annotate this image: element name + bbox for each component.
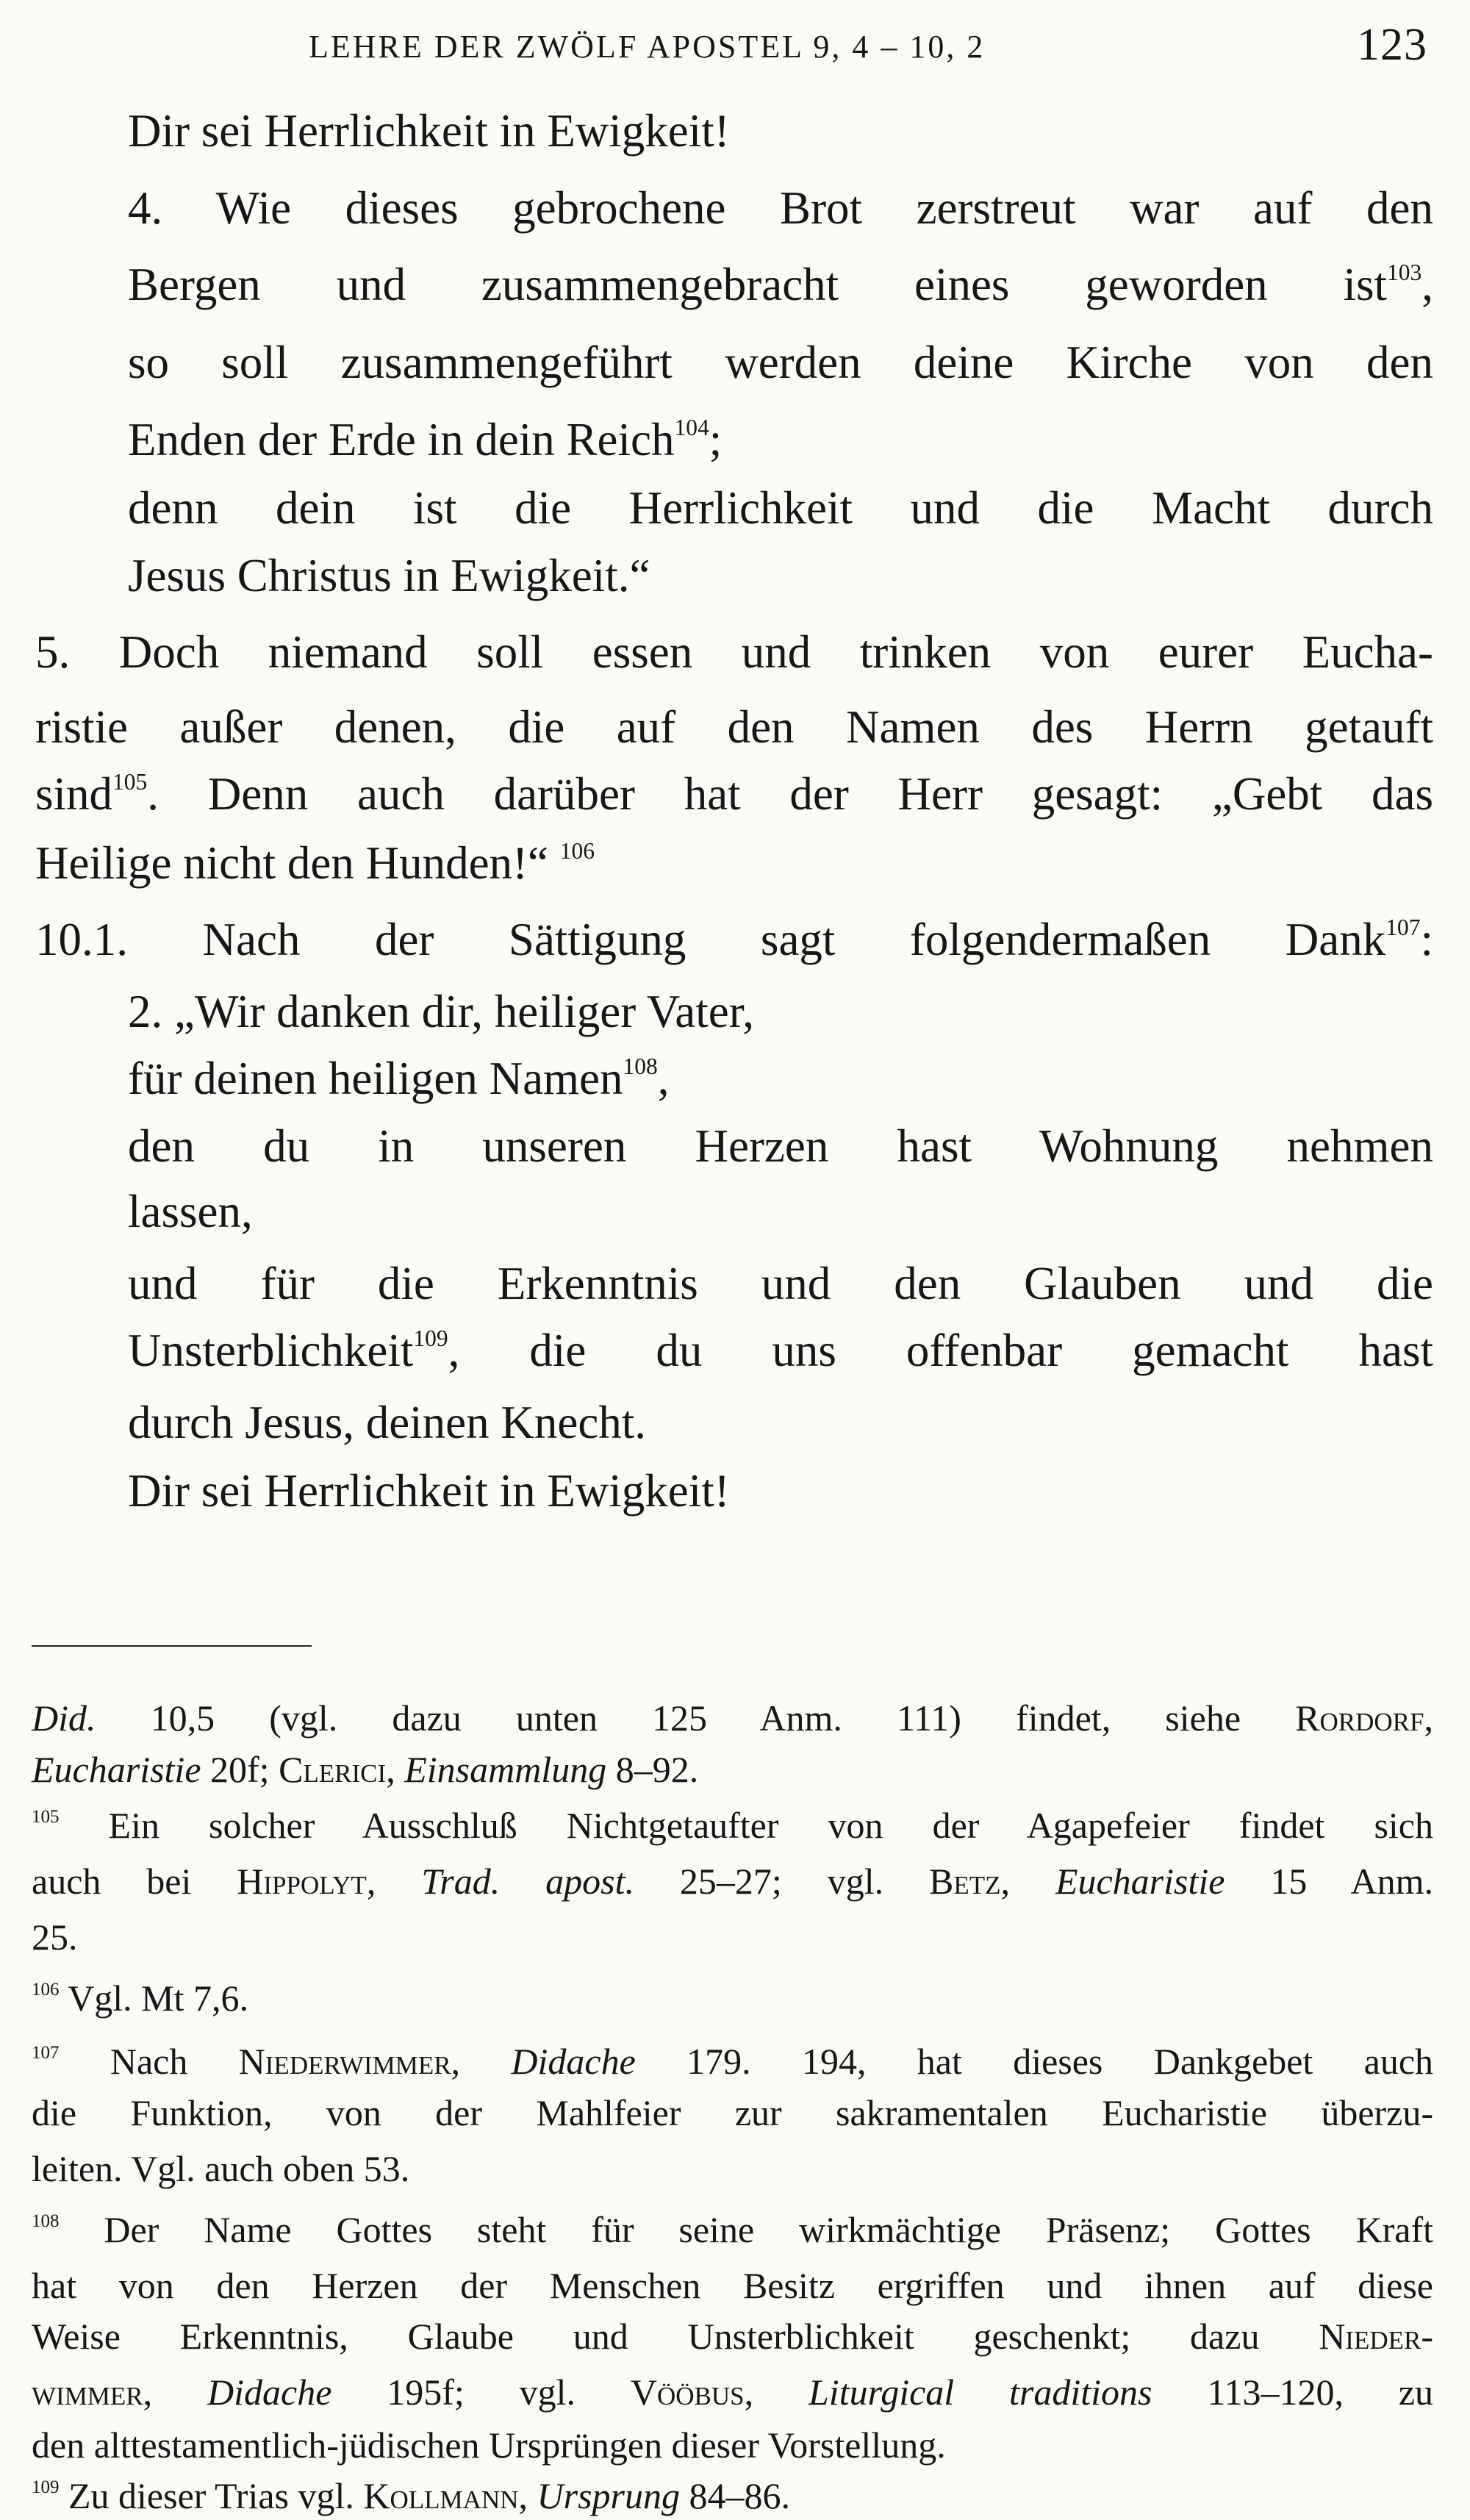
text: 10,5 (vgl. dazu unten 125 Anm. 111) findet, siehe <box>96 1697 1296 1739</box>
footnote-line <box>32 2205 1433 2254</box>
text: Bergen und zusammengebracht eines geworden ist <box>128 259 1387 310</box>
italic-text: Didache <box>511 2041 636 2082</box>
text: Vgl. Mt 7,6. <box>59 1977 248 2019</box>
text: 5. Doch niemand soll essen und trinken von eurer Eucha- <box>35 626 1433 678</box>
text: . Denn auch darüber hat der Herr gesagt: „Gebt das <box>147 768 1433 820</box>
footnote-ref: 106 <box>32 1979 60 2000</box>
author-name: Kollmann <box>363 2475 519 2516</box>
text: , <box>1424 1697 1433 1739</box>
text: : <box>1420 914 1433 965</box>
footnote-line <box>32 2421 1433 2469</box>
text-line <box>128 179 1433 237</box>
footnote-line <box>32 1857 1433 1905</box>
author-name: Vööbus <box>630 2372 745 2413</box>
author-name: Nieder- <box>1319 2316 1433 2357</box>
footnote-ref: 107 <box>32 2042 60 2063</box>
text-line <box>128 1393 1433 1452</box>
text: , <box>744 2372 808 2413</box>
text-line <box>128 1117 1433 1175</box>
italic-text: Ursprung <box>537 2475 680 2516</box>
text: , <box>451 2041 512 2082</box>
author-name: Clerici <box>279 1749 387 1790</box>
text: auch bei <box>32 1861 237 1902</box>
footnote-separator <box>32 1645 312 1647</box>
footnote-line <box>32 1694 1433 1742</box>
footnote-line <box>32 2261 1433 2310</box>
text: , <box>1421 259 1433 310</box>
italic-text: Eucharistie <box>32 1749 201 1790</box>
footnote-ref: 108 <box>623 1053 658 1080</box>
text-line <box>128 982 1433 1041</box>
footnote-line <box>32 1913 1433 1961</box>
text: ristie außer denen, die auf den Namen des Herrn getauft <box>35 701 1433 753</box>
page-number: 123 <box>1357 20 1427 70</box>
text: hat von den Herzen der Menschen Besitz ergriffen und ihnen auf diese <box>32 2265 1433 2306</box>
text: Nach <box>59 2041 239 2082</box>
text: Jesus Christus in Ewigkeit.“ <box>128 550 650 601</box>
text-line <box>128 255 1433 314</box>
text: Dir sei Herrlichkeit in Ewigkeit! <box>128 105 730 157</box>
footnote-line <box>32 1974 1433 2022</box>
text: 179. 194, hat dieses Dankgebet auch <box>635 2041 1434 2082</box>
text-line <box>35 910 1433 969</box>
running-header-title: LEHRE DER ZWÖLF APOSTEL 9, 4 – 10, 2 <box>309 29 986 65</box>
text-line <box>128 1321 1433 1380</box>
text: Heilige nicht den Hunden!“ <box>35 837 560 889</box>
text: , <box>386 1749 405 1790</box>
text: 4. Wie dieses gebrochene Brot zerstreut war auf den <box>128 182 1433 234</box>
author-name: Niederwimmer <box>238 2041 451 2082</box>
text: Ein solcher Ausschluß Nichtgetaufter von der Agapefeier findet sich <box>59 1805 1433 1846</box>
text: und für die Erkenntnis und den Glauben und die <box>128 1258 1433 1309</box>
text-line <box>35 765 1433 823</box>
italic-text: Did. <box>32 1697 96 1739</box>
italic-text: Didache <box>207 2372 332 2413</box>
text: sind <box>35 768 113 820</box>
text-line <box>128 546 1433 605</box>
text: Der Name Gottes steht für seine wirkmächtige Präsenz; Gottes Kraft <box>59 2209 1433 2250</box>
text: leiten. Vgl. auch oben 53. <box>32 2148 410 2189</box>
footnote-ref: 104 <box>674 415 709 441</box>
text-line <box>35 698 1433 756</box>
text: , <box>143 2372 208 2413</box>
footnote-line <box>32 2088 1433 2137</box>
text-line <box>128 1461 1433 1520</box>
author-name: wimmer <box>32 2372 143 2413</box>
text-line <box>128 333 1433 392</box>
text-line <box>128 410 1433 469</box>
footnote-line <box>32 2037 1433 2086</box>
text-line <box>35 623 1433 681</box>
footnote-line <box>32 1801 1433 1850</box>
text-line <box>35 834 1433 892</box>
text: so soll zusammengeführt werden deine Kirche von den <box>128 337 1433 388</box>
footnote-ref: 109 <box>32 2477 60 2497</box>
footnote-ref: 105 <box>32 1806 60 1827</box>
text: durch Jesus, deinen Knecht. <box>128 1397 647 1448</box>
text: 15 Anm. <box>1225 1861 1434 1902</box>
text: die Funktion, von der Mahlfeier zur sakramentalen Eucharistie überzu- <box>32 2092 1433 2133</box>
text-line <box>128 479 1433 537</box>
text: ; <box>709 414 723 465</box>
text: den du in unseren Herzen hast Wohnung nehmen <box>128 1120 1433 1172</box>
text: Enden der Erde in dein Reich <box>128 414 675 465</box>
text: , <box>1000 1861 1055 1902</box>
text: Dir sei Herrlichkeit in Ewigkeit! <box>128 1465 730 1517</box>
author-name: Rordorf <box>1295 1697 1424 1739</box>
text-line <box>128 1254 1433 1313</box>
footnote-line <box>32 2471 1433 2520</box>
text: 25. <box>32 1916 78 1958</box>
text-line <box>128 101 1433 160</box>
footnote-line <box>32 1745 1433 1794</box>
text-line <box>128 1182 1433 1241</box>
italic-text: Trad. apost. <box>421 1861 634 1902</box>
text: 113–120, zu <box>1152 2372 1434 2413</box>
text: für deinen heiligen Namen <box>128 1053 623 1104</box>
author-name: Hippolyt <box>237 1861 367 1902</box>
text: Unsterblichkeit <box>128 1325 414 1376</box>
footnote-line <box>32 2144 1433 2193</box>
footnote-ref: 103 <box>1387 259 1422 286</box>
footnote-line <box>32 2368 1433 2416</box>
footnote-ref: 106 <box>559 838 595 865</box>
text: , <box>366 1861 422 1902</box>
footnote-ref: 105 <box>112 769 148 795</box>
text: denn dein ist die Herrlichkeit und die Macht durch <box>128 482 1433 534</box>
text-line <box>128 1049 1433 1108</box>
text: 8–92. <box>606 1749 699 1790</box>
text: lassen, <box>128 1186 253 1237</box>
text: , <box>518 2475 537 2516</box>
text: 195f; vgl. <box>331 2372 631 2413</box>
text: , <box>657 1053 670 1104</box>
footnote-ref: 109 <box>413 1325 448 1352</box>
author-name: Betz <box>929 1861 1001 1902</box>
footnote-ref: 108 <box>32 2211 60 2231</box>
text: , die du uns offenbar gemacht hast <box>448 1325 1433 1376</box>
text: 10.1. Nach der Sättigung sagt folgendermaßen Dank <box>35 914 1386 965</box>
footnote-ref: 107 <box>1385 914 1421 941</box>
text: Weise Erkenntnis, Glaube und Unsterblichkeit geschenkt; dazu <box>32 2316 1319 2357</box>
italic-text: Liturgical traditions <box>808 2372 1152 2413</box>
text: 84–86. <box>679 2475 790 2516</box>
text: 20f; <box>201 1749 279 1790</box>
text: 25–27; vgl. <box>634 1861 930 1902</box>
italic-text: Eucharistie <box>1055 1861 1225 1902</box>
italic-text: Einsammlung <box>404 1749 607 1790</box>
text: Zu dieser Trias vgl. <box>59 2475 364 2516</box>
footnote-line <box>32 2312 1433 2360</box>
text: den alttestamentlich-jüdischen Ursprüngen dieser Vorstellung. <box>32 2424 946 2466</box>
text: 2. „Wir danken dir, heiliger Vater, <box>128 986 754 1037</box>
